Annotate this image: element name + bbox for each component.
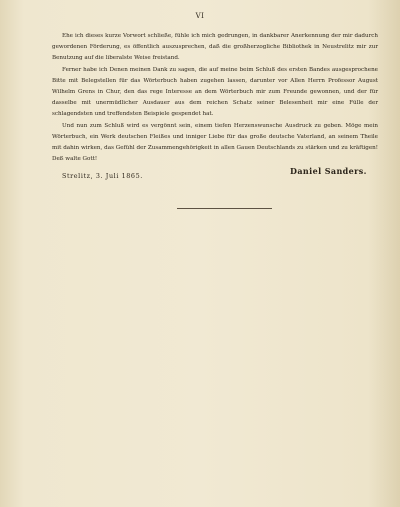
paragraph-closing-wish: Und nun zum Schluß wird es vergönnt sein, einem tiefen Herzenswunsche Ausdruck zu geben. Möge mein Wörterbuch, ein Werk deutschen Fleißes und inniger Liebe für das große deutsche Vaterland, an seinem Theile mit dahin wirken, das Gefühl der Zusammengehörigkeit in allen Gauen Deutschlands zu stärken und zu kräftigen! Deß walte Gott! xyxy=(52,122,378,163)
author-signature: Daniel Sanders. xyxy=(290,166,367,176)
dateline: Strelitz, 3. Juli 1865. xyxy=(62,172,143,181)
preface-body xyxy=(52,31,378,183)
paragraph-acknowledgement-contributors: Ferner habe ich Denen meinen Dank zu sagen, die auf meine beim Schluß des ersten Bandes ausgesprochene Bitte mit Belegstellen für das Wörterbuch haben zugehen lassen, darunter vor Allen Herrn Professor August Wilhelm Grens in Chur, den das rege Interesse an dem Wörterbuch mir zum Freunde gewonnen, und der für dasselbe mit unermüdlicher Ausdauer aus dem reichen Schatz seiner Belesenheit mir eine Fülle der schlagendsten und treffendsten Beispiele gespendet hat. xyxy=(52,66,378,118)
closing-rule xyxy=(177,208,272,209)
paragraph-acknowledgement-library: Ehe ich dieses kurze Vorwort schließe, fühle ich mich gedrungen, in dankbarer Anerkennung der mir dadurch gewordenen Förderung, es öffentlich auszusprechen, daß die großherzogliche Bibliothek in Neustrelitz mir zur Benutzung auf die liberalste Weise freistand. xyxy=(52,33,378,62)
page-number: VI xyxy=(195,12,205,20)
